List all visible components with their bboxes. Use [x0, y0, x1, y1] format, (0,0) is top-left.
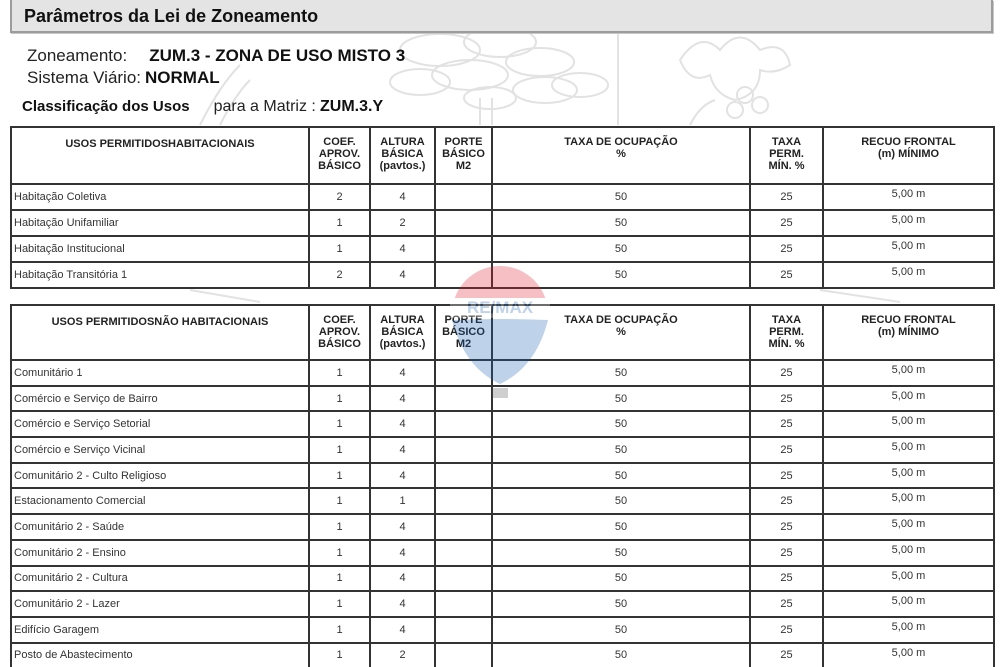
cell-taxa-ocupacao: 50: [492, 617, 750, 643]
cell-taxa-perm: 25: [750, 617, 823, 643]
table-row: [11, 236, 994, 262]
col-header-altura: ALTURA BÁSICA (pavtos.): [370, 127, 435, 184]
cell-taxa-perm: 25: [750, 184, 823, 210]
cell-uso-name: Comunitário 2 - Lazer: [11, 591, 309, 617]
cell-uso-name: Habitação Coletiva: [11, 184, 309, 210]
matriz-label: para a Matriz :: [213, 98, 316, 115]
cell-taxa-perm: 25: [750, 437, 823, 463]
cell-taxa-ocupacao: 50: [492, 514, 750, 540]
matriz-value: ZUM.3.Y: [320, 98, 384, 115]
table-row: [11, 411, 994, 437]
cell-uso-name: Comunitário 2 - Culto Religioso: [11, 463, 309, 489]
cell-recuo: 5,00 m: [823, 236, 994, 262]
table-row: [11, 566, 994, 592]
cell-uso-name: Comércio e Serviço Vicinal: [11, 437, 309, 463]
cell-recuo: 5,00 m: [823, 210, 994, 236]
cell-coef: 1: [309, 566, 370, 592]
cell-taxa-perm: 25: [750, 236, 823, 262]
cell-recuo: 5,00 m: [823, 184, 994, 210]
cell-uso-name: Comércio e Serviço Setorial: [11, 411, 309, 437]
table-row: [11, 262, 994, 288]
table-row: [11, 617, 994, 643]
cell-porte: [435, 210, 492, 236]
cell-coef: 1: [309, 360, 370, 386]
cell-uso-name: Comunitário 2 - Cultura: [11, 566, 309, 592]
cell-altura: 4: [370, 184, 435, 210]
cell-taxa-ocupacao: 50: [492, 236, 750, 262]
table-row: [11, 540, 994, 566]
cell-coef: 1: [309, 643, 370, 667]
cell-coef: 1: [309, 411, 370, 437]
section-title: Parâmetros da Lei de Zoneamento: [24, 6, 319, 26]
col-header-taxa-perm: TAXA PERM. MÍN. %: [750, 127, 823, 184]
cell-altura: 4: [370, 463, 435, 489]
cell-uso-name: Comunitário 2 - Ensino: [11, 540, 309, 566]
col-header-altura: ALTURA BÁSICA (pavtos.): [370, 305, 435, 360]
col-header-porte: PORTE BÁSICO M2: [435, 127, 492, 184]
cell-porte: [435, 566, 492, 592]
cell-porte: [435, 463, 492, 489]
cell-taxa-perm: 25: [750, 360, 823, 386]
cell-taxa-ocupacao: 50: [492, 488, 750, 514]
cell-altura: 2: [370, 210, 435, 236]
classificacao-line: [22, 98, 383, 116]
cell-coef: 1: [309, 514, 370, 540]
usos-habitacionais-table: [10, 126, 995, 289]
sistema-viario-line: [27, 68, 220, 88]
cell-uso-name: Habitação Institucional: [11, 236, 309, 262]
table-row: [11, 643, 994, 667]
cell-taxa-ocupacao: 50: [492, 411, 750, 437]
cell-taxa-ocupacao: 50: [492, 437, 750, 463]
cell-porte: [435, 488, 492, 514]
col-header-usos: USOS PERMITIDOSHABITACIONAIS: [11, 127, 309, 184]
table-row: [11, 591, 994, 617]
usos-nao-habitacionais-table: [10, 304, 995, 667]
table-row: [11, 514, 994, 540]
zoneamento-line: [27, 46, 405, 66]
cell-taxa-perm: 25: [750, 411, 823, 437]
cell-porte: [435, 617, 492, 643]
cell-coef: 1: [309, 210, 370, 236]
cell-taxa-perm: 25: [750, 210, 823, 236]
table-row: [11, 386, 994, 412]
table-header-row: [11, 127, 994, 184]
cell-taxa-ocupacao: 50: [492, 360, 750, 386]
cell-recuo: 5,00 m: [823, 617, 994, 643]
col-header-taxa-ocupacao: TAXA DE OCUPAÇÃO %: [492, 127, 750, 184]
cell-altura: 2: [370, 643, 435, 667]
col-header-taxa-ocupacao: TAXA DE OCUPAÇÃO %: [492, 305, 750, 360]
cell-taxa-ocupacao: 50: [492, 463, 750, 489]
cell-recuo: 5,00 m: [823, 360, 994, 386]
cell-altura: 4: [370, 514, 435, 540]
cell-taxa-ocupacao: 50: [492, 386, 750, 412]
cell-taxa-ocupacao: 50: [492, 262, 750, 288]
cell-uso-name: Habitação Transitória 1: [11, 262, 309, 288]
cell-porte: [435, 236, 492, 262]
cell-altura: 4: [370, 437, 435, 463]
cell-altura: 4: [370, 360, 435, 386]
cell-recuo: 5,00 m: [823, 488, 994, 514]
cell-uso-name: Posto de Abastecimento: [11, 643, 309, 667]
sistema-viario-label: Sistema Viário:: [27, 68, 142, 87]
cell-uso-name: Habitação Unifamiliar: [11, 210, 309, 236]
classificacao-label: Classificação dos Usos: [22, 98, 190, 115]
cell-porte: [435, 437, 492, 463]
cell-recuo: 5,00 m: [823, 514, 994, 540]
col-header-coef: COEF. APROV. BÁSICO: [309, 127, 370, 184]
cell-altura: 1: [370, 488, 435, 514]
cell-taxa-perm: 25: [750, 514, 823, 540]
cell-recuo: 5,00 m: [823, 437, 994, 463]
cell-coef: 1: [309, 236, 370, 262]
cell-coef: 1: [309, 617, 370, 643]
table-row: [11, 360, 994, 386]
cell-recuo: 5,00 m: [823, 643, 994, 667]
table-header-row: [11, 305, 994, 360]
cell-uso-name: Comércio e Serviço de Bairro: [11, 386, 309, 412]
cell-porte: [435, 411, 492, 437]
cell-porte: [435, 262, 492, 288]
cell-porte: [435, 643, 492, 667]
cell-taxa-perm: 25: [750, 463, 823, 489]
cell-coef: 1: [309, 591, 370, 617]
cell-altura: 4: [370, 236, 435, 262]
cell-altura: 4: [370, 566, 435, 592]
table-row: [11, 210, 994, 236]
cell-taxa-ocupacao: 50: [492, 591, 750, 617]
col-header-taxa-perm: TAXA PERM. MÍN. %: [750, 305, 823, 360]
cell-recuo: 5,00 m: [823, 386, 994, 412]
cell-recuo: 5,00 m: [823, 566, 994, 592]
cell-taxa-perm: 25: [750, 643, 823, 667]
col-header-recuo: RECUO FRONTAL (m) MÍNIMO: [823, 305, 994, 360]
table-row: [11, 488, 994, 514]
cell-taxa-perm: 25: [750, 262, 823, 288]
col-header-coef: COEF. APROV. BÁSICO: [309, 305, 370, 360]
cell-altura: 4: [370, 386, 435, 412]
cell-taxa-ocupacao: 50: [492, 210, 750, 236]
cell-taxa-perm: 25: [750, 488, 823, 514]
cell-altura: 4: [370, 591, 435, 617]
cell-uso-name: Estacionamento Comercial: [11, 488, 309, 514]
cell-recuo: 5,00 m: [823, 591, 994, 617]
cell-recuo: 5,00 m: [823, 411, 994, 437]
cell-uso-name: Comunitário 2 - Saúde: [11, 514, 309, 540]
cell-porte: [435, 591, 492, 617]
cell-altura: 4: [370, 540, 435, 566]
cell-taxa-ocupacao: 50: [492, 643, 750, 667]
cell-taxa-ocupacao: 50: [492, 540, 750, 566]
zoneamento-value: ZUM.3 - ZONA DE USO MISTO 3: [149, 46, 406, 65]
cell-taxa-ocupacao: 50: [492, 566, 750, 592]
section-header: [10, 0, 993, 33]
cell-uso-name: Edifício Garagem: [11, 617, 309, 643]
sistema-viario-value: NORMAL: [145, 68, 220, 87]
cell-altura: 4: [370, 411, 435, 437]
col-header-recuo: RECUO FRONTAL (m) MÍNIMO: [823, 127, 994, 184]
cell-altura: 4: [370, 262, 435, 288]
cell-porte: [435, 540, 492, 566]
cell-altura: 4: [370, 617, 435, 643]
cell-coef: 1: [309, 488, 370, 514]
cell-porte: [435, 184, 492, 210]
cell-recuo: 5,00 m: [823, 262, 994, 288]
zoneamento-label: Zoneamento:: [27, 46, 128, 65]
col-header-usos: USOS PERMITIDOSNÃO HABITACIONAIS: [11, 305, 309, 360]
cell-taxa-perm: 25: [750, 591, 823, 617]
cell-porte: [435, 386, 492, 412]
cell-porte: [435, 360, 492, 386]
cell-coef: 1: [309, 386, 370, 412]
cell-recuo: 5,00 m: [823, 463, 994, 489]
cell-coef: 1: [309, 540, 370, 566]
cell-taxa-perm: 25: [750, 566, 823, 592]
cell-taxa-perm: 25: [750, 386, 823, 412]
cell-recuo: 5,00 m: [823, 540, 994, 566]
cell-porte: [435, 514, 492, 540]
table-row: [11, 184, 994, 210]
table-row: [11, 463, 994, 489]
cell-coef: 1: [309, 437, 370, 463]
svg-text:RE/MAX: RE/MAX: [466, 298, 534, 317]
cell-uso-name: Comunitário 1: [11, 360, 309, 386]
cell-taxa-perm: 25: [750, 540, 823, 566]
cell-coef: 2: [309, 262, 370, 288]
col-header-porte: PORTE BÁSICO M2: [435, 305, 492, 360]
cell-taxa-ocupacao: 50: [492, 184, 750, 210]
cell-coef: 2: [309, 184, 370, 210]
cell-coef: 1: [309, 463, 370, 489]
table-row: [11, 437, 994, 463]
